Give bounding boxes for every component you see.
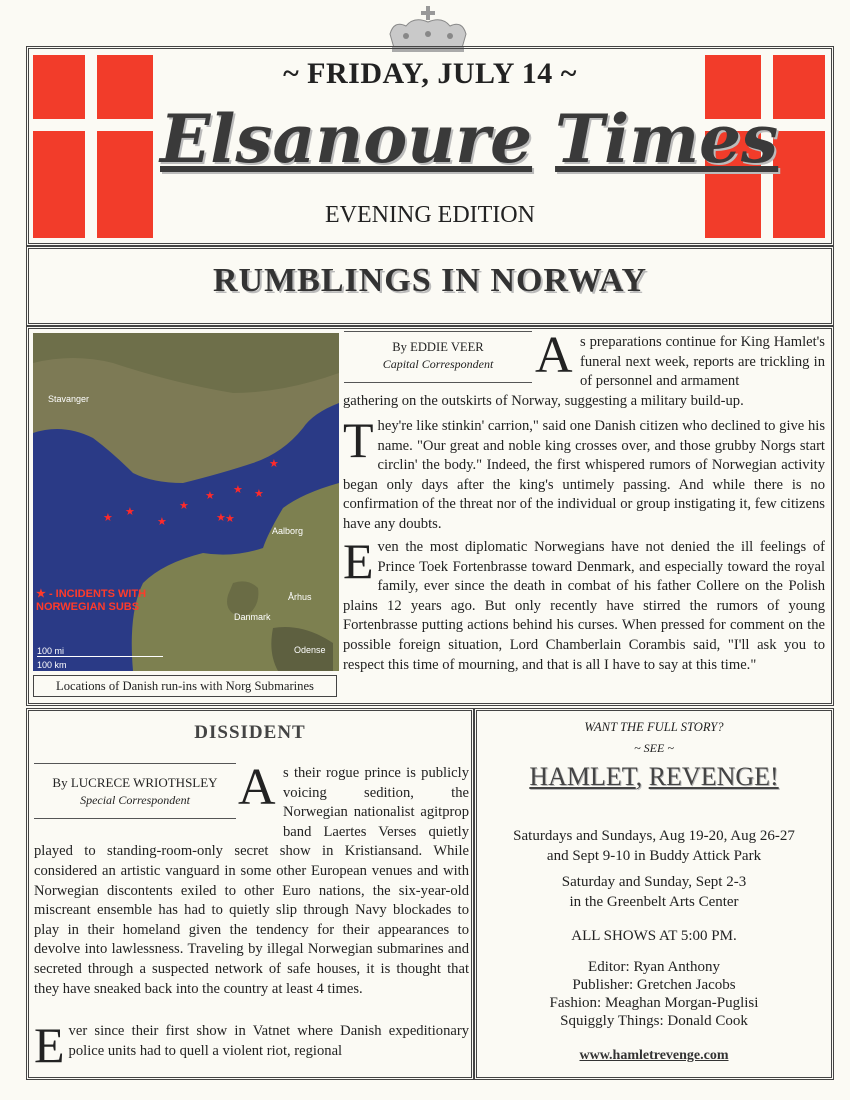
credit-editor: Editor: Ryan Anthony xyxy=(588,959,720,975)
ad-showtime: ALL SHOWS AT 5:00 PM. xyxy=(571,928,737,944)
ad-credits xyxy=(478,958,830,1030)
dissident-byline: By LUCRECE WRIOTHSLEY xyxy=(52,775,218,790)
dissident-heading: DISSIDENT xyxy=(194,722,306,743)
lead-byline: By EDDIE VEER xyxy=(392,340,484,354)
incident-marker-icon: ★ xyxy=(103,512,113,524)
ad-dates-1: Saturdays and Sundays, Aug 19-20, Aug 26-27 and Sept 9-10 in Buddy Attick Park xyxy=(513,828,795,864)
flag-left xyxy=(33,55,153,238)
map-label-denmark: Danmark xyxy=(234,612,271,622)
ad-show-title: HAMLET, REVENGE! xyxy=(529,762,779,791)
ad-show-title-part2: REVENGE! xyxy=(648,762,779,791)
map-scale-km: 100 km xyxy=(37,660,67,670)
masthead-title xyxy=(160,100,779,178)
masthead-title-word2: Times xyxy=(555,100,779,178)
map-label-arhus: Århus xyxy=(288,592,312,602)
incident-markers xyxy=(33,333,339,671)
masthead-title-word1: Elsanoure xyxy=(160,100,533,178)
lead-para-2-cap: T xyxy=(343,417,374,468)
dissident-para-1: s their rogue prince is publicly voicing sedition, the Norwegian nationalist agitprop band Laertes Verses quietly played to standing-room-only secret show in Kristiansand. While considered an artistic vanguard in some other European venues and with Norwegian discontents exiled to other Euro nations, the six-year-old miscreant ensemble has had to quietly slip through Navy blockades to play in their homeland given the tendency for their appearances to devolve into lawlessness. Traveling by illegal Norwegian submarines and secreted through a suspected network of safe houses, it is thought that they have sneaked back into the country at least 4 times. xyxy=(34,765,469,997)
incident-marker-icon: ★ xyxy=(205,490,215,502)
dissident-para-1-cap: A xyxy=(238,759,276,816)
map-label-stavanger: Stavanger xyxy=(48,394,90,404)
headline: RUMBLINGS IN NORWAY xyxy=(212,262,648,299)
incident-marker-icon: ★ xyxy=(36,588,46,600)
masthead-edition: EVENING EDITION xyxy=(325,202,535,228)
incident-marker-icon: ★ xyxy=(225,513,235,525)
dissident-byline-role: Special Correspondent xyxy=(80,793,190,807)
lead-para-3-cap: E xyxy=(343,538,374,589)
lead-para-1b: gathering on the outskirts of Norway, suggesting a military build-up. xyxy=(343,393,744,409)
lead-para-2: T hey're like stinkin' carrion," said one Danish citizen who declined to give his name. "Our great and noble king crosses over, and those grubby Norgs start circlin' the body." Indeed, the first whispered rumors of Norwegian activity began only days after the king's untimely passing. And while there is no confirmation of the threat nor of the individual or group instigating it, few citizens have any doubts. xyxy=(343,417,825,532)
incident-marker-icon: ★ xyxy=(179,500,189,512)
ad-want: WANT THE FULL STORY? xyxy=(584,720,724,734)
lead-byline-role: Capital Correspondent xyxy=(382,357,494,371)
map-label-odense: Odense xyxy=(294,645,326,655)
credit-publisher: Publisher: Gretchen Jacobs xyxy=(572,977,736,993)
ad-show-title-part1: HAMLET xyxy=(529,762,636,791)
incident-marker-icon: ★ xyxy=(254,488,264,500)
map-caption: Locations of Danish run-ins with Norg Submarines xyxy=(33,675,337,697)
ad-see: ~ SEE ~ xyxy=(634,741,674,755)
incident-marker-icon: ★ xyxy=(233,484,243,496)
credit-squiggly: Squiggly Things: Donald Cook xyxy=(560,1013,748,1029)
lead-para-1-cap: A xyxy=(535,327,573,384)
map-legend-text: - INCIDENTS WITH NORWEGIAN SUBS xyxy=(36,588,147,613)
lead-para-1a: s preparations continue for King Hamlet's funeral next week, reports are trickling in of personnel and armament xyxy=(580,334,825,390)
map-scale-mi: 100 mi xyxy=(37,646,65,656)
credit-fashion: Fashion: Meaghan Morgan-Puglisi xyxy=(549,995,759,1011)
dissident-para-2-cap: E xyxy=(34,1022,65,1066)
ad-website-link[interactable]: www.hamletrevenge.com xyxy=(579,1048,729,1063)
masthead-date: ~ FRIDAY, JULY 14 ~ xyxy=(283,57,577,90)
incident-marker-icon: ★ xyxy=(216,512,226,524)
incident-marker-icon: ★ xyxy=(157,516,167,528)
lead-para-3: E ven the most diplomatic Norwegians have not denied the ill feelings of Prince Toek Fortenbrasse toward Denmark, and especially toward the royal family, ever since the death in combat of his father Collere on the Polish plains 12 years ago. But only recently have stirred the rumors of young Fortenbrasse putting actions behind his curses. When pressed for comment on the possible foreign situation, Lord Chamberlain Corambis said, "I'll ask you to respect this time of mourning, and that is all I have to say at this time." xyxy=(343,538,825,673)
dissident-para-2: E ver since their first show in Vatnet where Danish expeditionary police units had to quell a violent riot, regional xyxy=(34,1022,469,1066)
incident-marker-icon: ★ xyxy=(125,506,135,518)
incident-marker-icon: ★ xyxy=(269,458,279,470)
ad-dates-2: Saturday and Sunday, Sept 2-3 in the Greenbelt Arts Center xyxy=(561,874,747,910)
map-label-aalborg: Aalborg xyxy=(272,526,304,536)
